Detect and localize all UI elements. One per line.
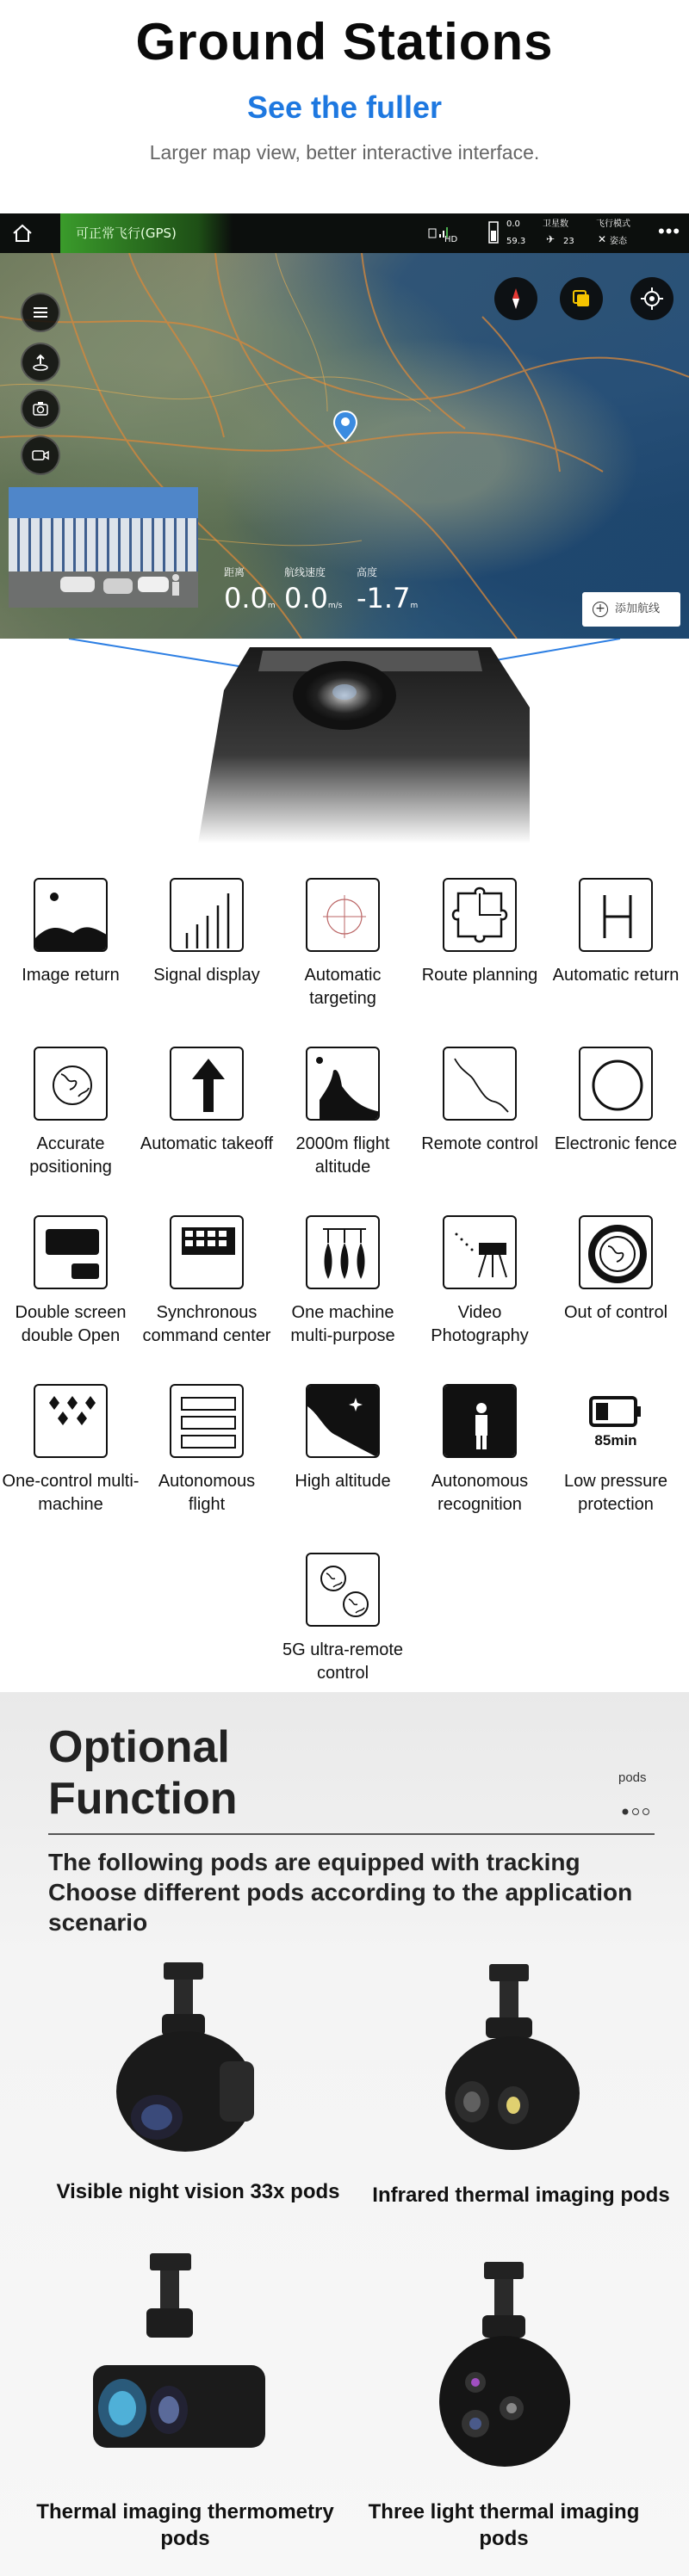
- feature-item: [274, 878, 412, 1010]
- autonomous-flight-icon: [170, 1384, 244, 1458]
- add-route-button[interactable]: [582, 592, 680, 627]
- feature-label: 5G ultra-remote control: [282, 1640, 404, 1683]
- up-arrow-icon: [170, 1047, 244, 1121]
- flight-mode-value: 姿态: [610, 237, 627, 246]
- telemetry-v2: 59.3: [506, 237, 526, 246]
- ground-station-screen: 可正常飞行(GPS) HD 0.0 59.3 卫星数 23 ✈ 飞行模式 ✕ 姿态 ••• 距离 0.0m 航线速度 0.0m/s 高度 -1.7m + 添加航线: [0, 213, 689, 639]
- multi-drone-icon: [34, 1384, 108, 1458]
- feature-label: Electronic fence: [554, 1134, 678, 1153]
- feature-item: [138, 878, 276, 987]
- pod-image-three-light: [422, 2262, 594, 2468]
- feature-item: [547, 878, 685, 987]
- feature-label: Accurate positioning: [29, 1134, 112, 1177]
- pagination-dots[interactable]: [622, 1807, 656, 1816]
- feature-label: Low pressure protection: [563, 1472, 668, 1514]
- layers-button[interactable]: [560, 277, 603, 320]
- feature-item: [2, 1215, 140, 1348]
- feature-label: Image return: [22, 966, 120, 985]
- feature-label: Synchronous command center: [142, 1303, 271, 1345]
- satellite-icon: ✈: [546, 233, 556, 245]
- mountain-peak-icon: [306, 1047, 380, 1121]
- signal-display-icon: [170, 878, 244, 952]
- plus-icon: +: [593, 602, 608, 617]
- pod-image-thermometry: [86, 2253, 276, 2460]
- section-divider: [48, 1833, 655, 1835]
- feature-item: [411, 1215, 549, 1348]
- flight-mode-icon: ✕: [598, 233, 607, 245]
- menu-button[interactable]: [21, 293, 60, 332]
- video-icon: [32, 447, 49, 464]
- multi-payload-icon: [306, 1215, 380, 1289]
- pod-label-infrared: Infrared thermal imaging pods: [372, 2184, 670, 2207]
- hero-subtitle: See the fuller: [246, 90, 443, 125]
- dual-globe-icon: [306, 1553, 380, 1627]
- globe-ring-icon: [579, 1215, 653, 1289]
- globe-icon: [34, 1047, 108, 1121]
- menu-icon: [32, 304, 49, 321]
- person-figure: [167, 573, 184, 599]
- feature-label: Automatic return: [552, 966, 680, 985]
- hero-description: Larger map view, better interactive interface.: [149, 141, 540, 164]
- feature-label: Automatic takeoff: [140, 1134, 274, 1153]
- double-screen-icon: [34, 1215, 108, 1289]
- puzzle-icon: [443, 878, 517, 952]
- feature-item: [2, 1384, 140, 1517]
- locate-button[interactable]: [630, 277, 673, 320]
- satellite-count: 23: [563, 237, 574, 246]
- feature-label: Video Photography: [431, 1303, 529, 1345]
- feature-item: [274, 1215, 412, 1348]
- circle-fence-icon: [579, 1047, 653, 1121]
- drone-location-pin-icon[interactable]: [332, 410, 358, 444]
- feature-label: 2000m flight altitude: [295, 1134, 390, 1177]
- feature-label: Out of control: [563, 1303, 668, 1322]
- high-altitude-icon: [306, 1384, 380, 1458]
- image-return-icon: [34, 878, 108, 952]
- home-icon[interactable]: [10, 222, 34, 244]
- feature-item: [274, 1384, 412, 1493]
- feature-label: One-control multi-machine: [2, 1472, 140, 1514]
- battery-icon: [579, 1384, 653, 1458]
- feature-label: Signal display: [153, 966, 260, 985]
- curve-path-icon: [443, 1047, 517, 1121]
- h-landing-icon: [579, 878, 653, 952]
- layers-icon: [570, 287, 593, 310]
- more-menu-icon[interactable]: •••: [658, 220, 681, 242]
- pod-image-visible-33x: [103, 1962, 276, 2169]
- add-route-label: 添加航线: [615, 602, 661, 615]
- optional-title: Optional Function: [48, 1722, 238, 1824]
- hd-label: HD: [444, 235, 458, 244]
- feature-label: Autonomous recognition: [431, 1472, 529, 1514]
- locate-icon: [641, 287, 663, 310]
- satellite-label: 卫星数: [543, 219, 568, 229]
- feature-item: [411, 1384, 549, 1517]
- photo-button[interactable]: [21, 389, 60, 429]
- pods-tag: pods: [618, 1770, 647, 1785]
- person-recognition-icon: [443, 1384, 517, 1458]
- crosshair-icon: [306, 878, 380, 952]
- battery-small-icon: [487, 219, 500, 250]
- feature-label: Automatic targeting: [304, 966, 382, 1008]
- ground-station-device-image: [0, 639, 689, 843]
- feature-item: [138, 1215, 276, 1348]
- flight-mode-label: 飞行模式: [596, 219, 630, 229]
- feature-label: One machine multi-purpose: [290, 1303, 395, 1345]
- feature-item: [547, 1215, 685, 1325]
- feature-label: Double screen double Open: [15, 1303, 127, 1345]
- feature-item: [411, 878, 549, 987]
- telemetry-v1: 0.0: [506, 219, 520, 229]
- compass-button[interactable]: [494, 277, 537, 320]
- feature-label: Remote control: [421, 1134, 538, 1153]
- feature-item: [2, 1047, 140, 1179]
- video-button[interactable]: [21, 436, 60, 475]
- feature-item: [547, 1384, 685, 1517]
- feature-item: [274, 1553, 412, 1685]
- battery-duration-label: 85min: [594, 1432, 637, 1449]
- takeoff-icon: [32, 354, 49, 371]
- feature-item: [411, 1047, 549, 1156]
- flight-status: 可正常飞行(GPS): [60, 213, 233, 253]
- feature-label: Route planning: [421, 966, 538, 985]
- compass-icon: [505, 287, 527, 310]
- video-preview[interactable]: [9, 487, 198, 608]
- video-camera-icon: [443, 1215, 517, 1289]
- feature-label: Autonomous flight: [158, 1472, 256, 1514]
- pod-label-three-light: Three light thermal imaging pods: [368, 2500, 640, 2550]
- pod-label-thermometry: Thermal imaging thermometry pods: [36, 2500, 334, 2550]
- feature-item: [2, 878, 140, 987]
- optional-description: The following pods are equipped with tracking Choose different pods according to the application scenario: [48, 1849, 633, 1936]
- camera-icon: [32, 400, 49, 417]
- pod-image-infrared: [431, 1964, 603, 2171]
- takeoff-button[interactable]: [21, 343, 60, 382]
- pod-label-visible-33x: Visible night vision 33x pods: [56, 2180, 340, 2203]
- feature-item: [547, 1047, 685, 1156]
- hero-title: Ground Stations: [135, 13, 554, 71]
- feature-label: High altitude: [295, 1472, 391, 1491]
- feature-item: [138, 1384, 276, 1517]
- grid-screen-icon: [170, 1215, 244, 1289]
- feature-item: [138, 1047, 276, 1156]
- feature-item: [274, 1047, 412, 1179]
